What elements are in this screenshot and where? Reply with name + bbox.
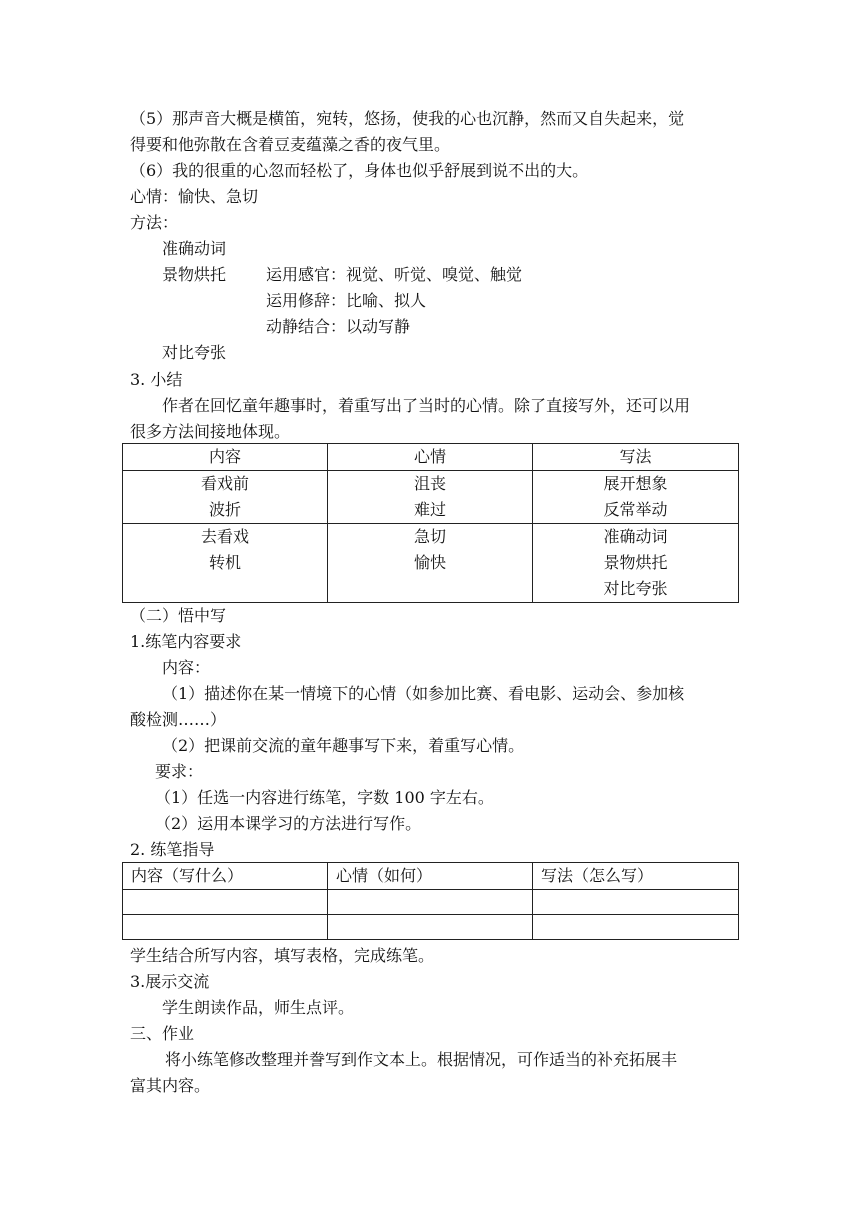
summary-heading: 3. 小结 (130, 370, 183, 389)
guide-header-mood: 心情（如何） (328, 863, 533, 890)
method-motion: 动静结合：以动写静 (266, 317, 411, 336)
content-item-2: （2）把课前交流的童年趣事写下来，着重写心情。 (162, 736, 525, 755)
summary-header-content: 内容 (123, 444, 328, 471)
table-cell (123, 890, 328, 915)
cell-text: 沮丧 (413, 474, 446, 493)
share-text: 学生朗读作品，师生点评。 (162, 998, 355, 1017)
table-cell (328, 524, 533, 603)
cell-text: 准确动词 (603, 527, 668, 546)
table-cell (533, 471, 739, 524)
table-cell (328, 915, 533, 940)
table-row (123, 890, 739, 915)
table-cell (123, 471, 328, 524)
method-verb: 准确动词 (162, 239, 227, 258)
quote-line-5b: 得要和他弥散在含着豆麦蕴藻之香的夜气里。 (130, 135, 451, 154)
cell-text: 急切 (413, 527, 446, 546)
guide-table (122, 862, 739, 940)
quote-line-5a: （5）那声音大概是横笛，宛转，悠扬，使我的心也沉静，然而又自失起来，觉 (130, 109, 685, 128)
table-row (123, 524, 739, 603)
quote-line-6: （6）我的很重的心忽而轻松了，身体也似乎舒展到说不出的大。 (130, 161, 589, 180)
requirements-label: 要求： (155, 762, 204, 781)
method-scenery: 景物烘托 (162, 265, 227, 284)
summary-header-mood: 心情 (328, 444, 533, 471)
cell-text: 波折 (208, 500, 241, 519)
table-cell (123, 524, 328, 603)
mood-line: 心情：愉快、急切 (130, 187, 259, 206)
practice-requirements-heading: 1.练笔内容要求 (130, 632, 242, 651)
summary-table-header (123, 444, 739, 471)
homework-text-1: 将小练笔修改整理并誊写到作文本上。根据情况，可作适当的补充拓展丰 (165, 1050, 678, 1069)
cell-text: 转机 (208, 553, 241, 572)
table-row (123, 471, 739, 524)
share-heading: 3.展示交流 (130, 972, 210, 991)
method-senses: 运用感官：视觉、听觉、嗅觉、触觉 (266, 265, 523, 284)
table-cell (328, 471, 533, 524)
method-rhetoric: 运用修辞：比喻、拟人 (266, 291, 427, 310)
content-item-1b: 酸检测……） (130, 710, 227, 729)
summary-para-1: 作者在回忆童年趣事时，着重写出了当时的心情。除了直接写外，还可以用 (162, 396, 691, 415)
section-two-heading: （二）悟中写 (130, 606, 227, 625)
homework-text-2: 富其内容。 (130, 1076, 211, 1095)
method-contrast: 对比夸张 (162, 343, 227, 362)
content-label: 内容： (162, 658, 211, 677)
table-cell (533, 524, 739, 603)
content-item-1a: （1）描述你在某一情境下的心情（如参加比赛、看电影、运动会、参加核 (162, 684, 685, 703)
cell-text: 去看戏 (200, 527, 249, 546)
table-cell (533, 915, 739, 940)
requirement-item-1: （1）任选一内容进行练笔，字数 100 字左右。 (155, 788, 494, 807)
summary-table (122, 443, 739, 603)
cell-text: 展开想象 (603, 474, 668, 493)
guide-table-header (123, 863, 739, 890)
cell-text: 愉快 (413, 553, 446, 572)
practice-guide-heading: 2. 练笔指导 (130, 840, 215, 859)
cell-text: 看戏前 (200, 474, 249, 493)
cell-text: 对比夸张 (603, 579, 668, 598)
cell-text: 难过 (413, 500, 446, 519)
table-cell (123, 915, 328, 940)
cell-text: 景物烘托 (603, 553, 668, 572)
summary-para-2: 很多方法间接地体现。 (130, 422, 291, 441)
guide-instruction: 学生结合所写内容，填写表格，完成练笔。 (130, 946, 435, 965)
table-cell (533, 890, 739, 915)
homework-heading: 三、作业 (130, 1024, 195, 1043)
guide-header-content: 内容（写什么） (123, 863, 328, 890)
method-heading: 方法： (130, 213, 179, 232)
cell-text: 反常举动 (603, 500, 668, 519)
guide-header-method: 写法（怎么写） (533, 863, 739, 890)
table-row (123, 915, 739, 940)
summary-header-method: 写法 (533, 444, 739, 471)
requirement-item-2: （2）运用本课学习的方法进行写作。 (155, 814, 422, 833)
table-cell (328, 890, 533, 915)
